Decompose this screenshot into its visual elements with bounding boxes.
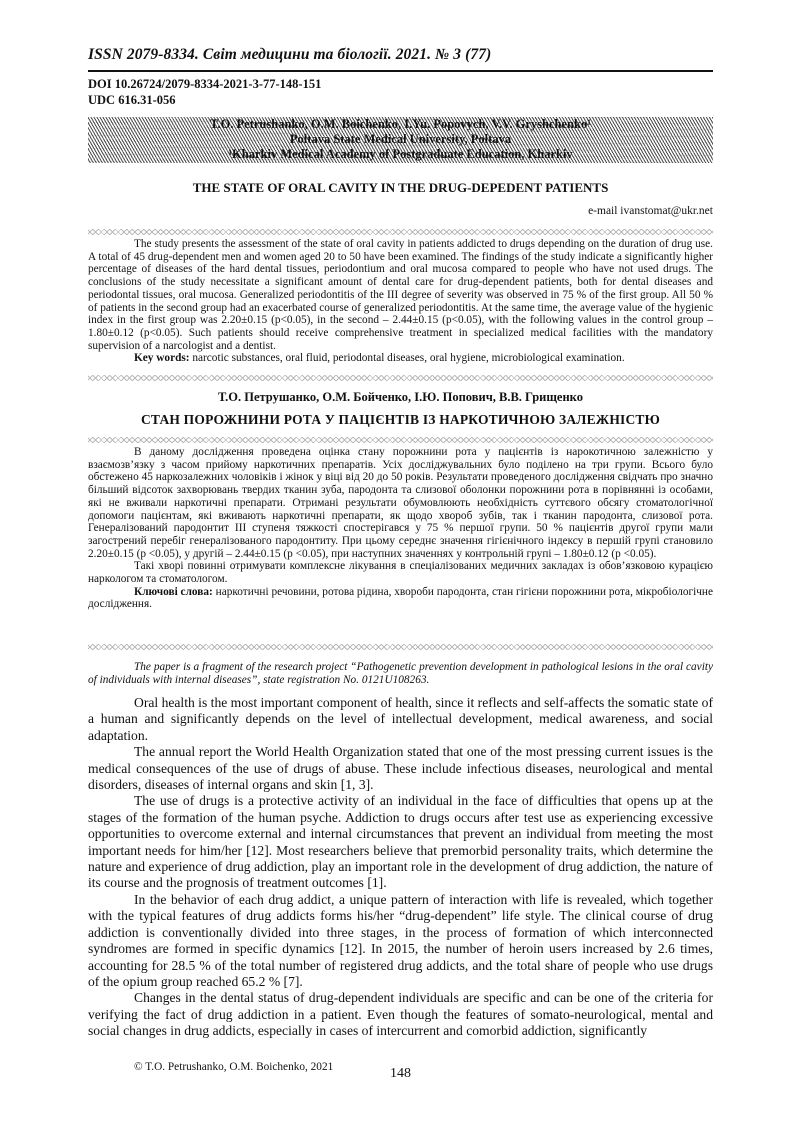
- body-paragraph-3: The use of drugs is a protective activity of an individual in the face of difficulties that opens up at the stages of the formation of the human psyche. Addiction to drugs occurs after test use as experiencing excessive opportunities to overcome external and internal circumstances that prevent an individual from meeting the most important needs for him/her [12]. Most researchers believe that premorbid personality traits, which determine the nature and experience of drug addiction, play an important role in the development of drug addiction, the nature of its course and the prognosis of treatment outcomes [1].: [88, 793, 713, 891]
- article-body: [88, 695, 713, 1040]
- keywords-en-list: narcotic substances, oral fluid, periodontal diseases, oral hygiene, microbiological examination.: [189, 352, 625, 365]
- keywords-en: [88, 352, 713, 365]
- udc: UDC 616.31-056: [88, 92, 176, 107]
- author-block-en: [88, 117, 713, 162]
- author-names-en: T.O. Petrushanko, O.M. Boichenko, I.Yu. Popovych, V.V. Gryshchenko¹: [210, 117, 591, 131]
- affiliation-poltava: Poltava State Medical University, Poltava: [289, 132, 512, 146]
- divider-wave-ua-bottom: [88, 644, 713, 650]
- contact-email: e-mail ivanstomat@ukr.net: [588, 205, 713, 217]
- article-title-en: THE STATE OF ORAL CAVITY IN THE DRUG-DEPEDENT PATIENTS: [192, 180, 609, 195]
- page-number: 148: [390, 1066, 411, 1081]
- project-note: [88, 661, 713, 687]
- abstract-ua-p1: В даному дослідження проведена оцінка стану порожнини рота у пацієнтів із нарокотичною залежністю у взаємозв’язку з часом прийому наркотичних препаратів. Усіх досліджувальних було поділено на три групи. Всього було обстежено 45 наркозалежних чоловіків і жінок у віці від 20 до 50 років. Результати проведеного дослідження свідчать про значно більший відсоток захворювань твердих тканин зуба, пародонта та слизової оболонки порожнини рота в порівнянні із особами, які не вживали наркотичні препарати. Отримані результати обумовлюють необхідність суттєвого обсягу стоматологічної допомоги пацієнтам, які вживають наркотичні препарати, як щодо хвороб зубів, так і тканин пародонта, слизової рота. Генералізований пародонтит ІІІ ступеня тяжкості спостерігався у 75 % першої групи. 50 % пацієнтів другої групи мали загострений перебіг генералізованого пародонтиту. При цьому середнє значення гігієнічного індексу в першій групі становило 2.20±0.15 (р <0.05), у другій – 2.44±0.15 (р <0.05), при наступних значеннях у контрольній групі – 1.80±0.12 (р <0.05).: [88, 446, 713, 560]
- footer-copyright: © T.O. Petrushanko, O.M. Boichenko, 2021: [134, 1061, 334, 1073]
- author-names-ua: Т.О. Петрушанко, О.М. Бойченко, І.Ю. Попович, В.В. Грищенко: [218, 390, 583, 404]
- project-note-text: The paper is a fragment of the research project “Pathogenetic prevention development in pathological lesions in the oral cavity of individuals with internal diseases”, state registration No. 0121U108263.: [88, 661, 713, 686]
- body-paragraph-1: Oral health is the most important component of health, since it reflects and self-affects the somatic state of a human and significantly depends on the level of intellectual development, medical awareness, and social adaptation.: [88, 695, 713, 743]
- abstract-ua: [88, 446, 713, 611]
- abstract-en-text: The study presents the assessment of the state of oral cavity in patients addicted to drugs depending on the duration of drug use. A total of 45 drug-dependent men and women aged 20 to 50 have been examined. The findings of the study indicate a significantly higher percentage of diseases of the hard dental tissues, periodontium and oral mucosa compared to people who have not used drugs. The conclusions of the study necessitate a significant amount of dental care for drug-dependent patients, both for dental diseases and periodontal tissues, oral mucosa. Generalized periodontitis of the III degree of severity was observed in 75 % of the first group. All 50 % of patients in the second group had an exacerbated course of generalized periodontitis. At the same time, the average value of the hygienic index in the first group was 2.20±0.15 (p<0.05), in the second – 2.44±0.15 (p<0.05), with the following values in the control group – 1.80±0.12 (p<0.05). Such patients should receive comprehensive treatment in specialized medical facilities with the mandatory supervision of a narcologist and a dentist.: [88, 238, 713, 352]
- body-paragraph-4: In the behavior of each drug addict, a unique pattern of interaction with life is revealed, which together with the typical features of drug addicts forms his/her “drug-dependent” life style. The clinical course of drug addiction is conventionally divided into three stages, in the process of formation of which interconnected syndromes are formed in specific dynamics [12]. In 2015, the number of heroin users increased by 2.6 times, accounting for 28.5 % of the total number of registered drug addicts, and the total share of people who use drugs of the opium group reached 65.2 % [7].: [88, 891, 713, 989]
- article-title-ua: СТАН ПОРОЖНИНИ РОТА У ПАЦІЄНТІВ ІЗ НАРКОТИЧНОЮ ЗАЛЕЖНІСТЮ: [140, 412, 661, 427]
- divider-wave-ua-top: [88, 437, 713, 443]
- keywords-ua-list: наркотичні речовини, ротова рідина, хвороби пародонта, стан гігієни порожнини рота, мікробіологічне дослідження.: [88, 585, 713, 611]
- keywords-ua: [88, 586, 713, 611]
- divider-wave-top: [88, 229, 713, 235]
- keywords-en-label: Key words:: [134, 352, 190, 365]
- header-rule: [88, 70, 713, 72]
- article-identifiers: [88, 77, 321, 108]
- body-paragraph-5: Changes in the dental status of drug-dependent individuals are specific and can be one of the criteria for verifying the fact of drug addiction in a patient. Even though the features of somato-neurological, mental and social changes in drug addicts, especially in cases of intercurrent and comorbid addiction, significantly: [88, 990, 713, 1039]
- affiliation-kharkiv: ¹Kharkiv Medical Academy of Postgraduate Education, Kharkiv: [228, 147, 573, 161]
- keywords-ua-label: Ключові слова:: [134, 585, 213, 598]
- journal-header: ISSN 2079-8334. Світ медицини та біології. 2021. № 3 (77): [88, 46, 492, 63]
- abstract-en: [88, 238, 713, 365]
- divider-wave-middle: [88, 375, 713, 381]
- doi: DOI 10.26724/2079-8334-2021-3-77-148-151: [88, 77, 322, 91]
- body-paragraph-2: The annual report the World Health Organization stated that one of the most pressing current issues is the medical consequences of the use of drugs of abuse. These include infectious diseases, neurological and mental disorders, diseases of internal organs and skin [1, 3].: [88, 744, 713, 793]
- abstract-ua-p2: Такі хворі повинні отримувати комплексне лікування в спеціалізованих медичних закладах із обов’язковою курацією наркологом та стоматологом.: [88, 560, 713, 586]
